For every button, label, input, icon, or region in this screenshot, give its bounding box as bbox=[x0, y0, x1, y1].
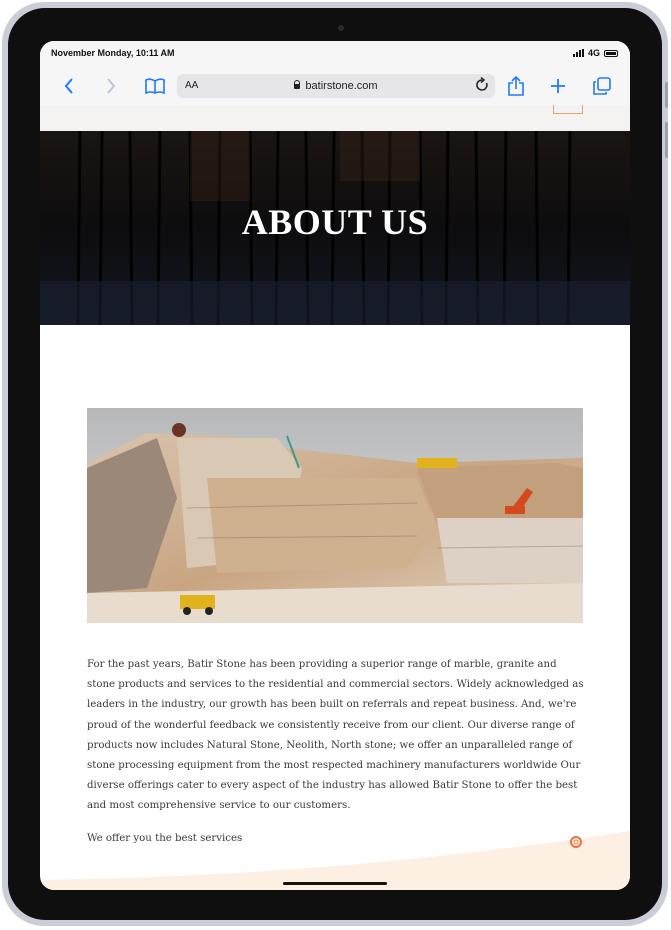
chevron-right-icon[interactable] bbox=[100, 75, 122, 97]
book-icon[interactable] bbox=[144, 75, 166, 97]
browser-toolbar bbox=[40, 67, 630, 105]
services-tagline: We offer you the best services bbox=[87, 833, 243, 844]
plus-icon[interactable] bbox=[547, 75, 569, 97]
menu-button[interactable] bbox=[553, 105, 583, 114]
lock-icon bbox=[294, 84, 300, 89]
address-bar[interactable] bbox=[177, 74, 495, 98]
chevron-left-icon[interactable] bbox=[58, 75, 80, 97]
volume-up-button bbox=[665, 82, 668, 108]
home-indicator[interactable] bbox=[283, 882, 387, 885]
front-camera bbox=[338, 25, 344, 31]
battery-icon bbox=[604, 50, 618, 57]
network-label: 4G bbox=[587, 48, 600, 58]
help-lifebuoy-icon[interactable] bbox=[570, 835, 582, 847]
hero-banner bbox=[40, 131, 630, 325]
about-paragraph: For the past years, Batir Stone has been providing a superior range of marble, granite and stone products and services to the residential and commercial sectors. Widely acknowledged as leaders in the industry, our growth has been built on referrals and repeat business. And, we're proud of the wonderful feedback we consistently receive from our client. Our diverse range of products now includes Natural Stone, Neolith, North stone; we offer an unparalleled range of stone processing equipment from the most respected machinery manufacturers worldwide Our diverse offerings cater to every aspect of the industry has allowed Batir Stone to offer the best and most comprehensive service to our customers. bbox=[87, 659, 584, 812]
status-right bbox=[573, 48, 618, 58]
text-size-button[interactable]: AA bbox=[185, 80, 199, 91]
volume-down-button bbox=[665, 122, 668, 158]
status-time: November Monday, 10:11 AM bbox=[51, 48, 175, 58]
signal-icon bbox=[573, 49, 584, 57]
reload-icon[interactable] bbox=[475, 77, 489, 96]
screen bbox=[40, 41, 630, 890]
quarry-photo bbox=[87, 408, 583, 623]
share-icon[interactable] bbox=[505, 75, 527, 97]
status-bar bbox=[40, 41, 630, 67]
tabs-icon[interactable] bbox=[591, 75, 613, 97]
url-text: batirstone.com bbox=[305, 80, 378, 92]
url-display[interactable] bbox=[177, 80, 495, 92]
site-header bbox=[40, 105, 630, 131]
page-title: ABOUT US bbox=[241, 202, 429, 242]
